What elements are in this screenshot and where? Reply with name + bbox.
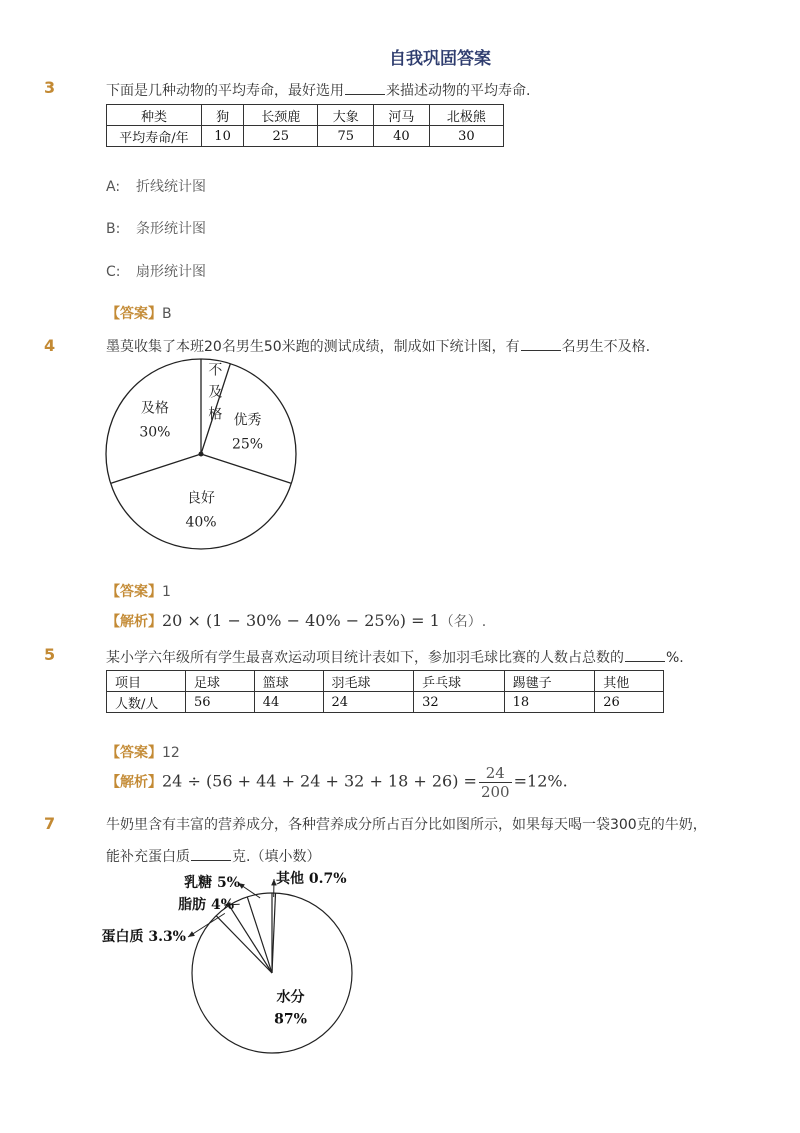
fat-label: 脂肪 4%: [178, 897, 234, 913]
table-cell: 25: [244, 126, 318, 147]
question-7-line-1: 牛奶里含有丰富的营养成分，各种营养成分所占百分比如图所示，如果每天喝一袋300克的牛奶，: [106, 817, 707, 833]
question-5-analysis: [106, 764, 568, 801]
table-row: [107, 105, 504, 126]
table-cell: 项目: [107, 671, 186, 692]
analysis-formula-left: 24 ÷ (56 + 44 + 24 + 32 + 18 + 26) =: [162, 771, 477, 791]
fraction-denominator: 200: [480, 783, 510, 801]
table-cell: 人数/人: [107, 692, 186, 713]
question-5-text: [106, 647, 684, 667]
fail-label-char: 及: [208, 384, 223, 401]
lactose-slice-boundary: [247, 897, 272, 973]
question-3-text: [106, 80, 530, 100]
table-cell: 平均寿命/年: [107, 126, 202, 147]
pie-center-dot: [199, 452, 204, 457]
table-cell: 24: [323, 692, 414, 713]
table-cell: 32: [414, 692, 505, 713]
question-3-text-before: 下面是几种动物的平均寿命，最好选用: [106, 83, 344, 99]
answer-value: 1: [162, 584, 171, 600]
answer-value: B: [162, 306, 172, 322]
table-cell: 狗: [202, 105, 244, 126]
protein-label: 蛋白质 3.3%: [101, 929, 186, 945]
question-4-text-before: 墨莫收集了本班20名男生50米跑的测试成绩，制成如下统计图，有: [106, 339, 520, 355]
table-cell: 北极熊: [429, 105, 503, 126]
question-4-text-after: 名男生不及格.: [561, 339, 651, 355]
question-5-answer: [106, 742, 180, 762]
option-c[interactable]: [106, 261, 206, 281]
answer-blank: [521, 338, 561, 351]
protein-slice-boundary: [216, 916, 272, 973]
table-cell: 10: [202, 126, 244, 147]
analysis-tag: 【解析】: [106, 614, 162, 630]
page-title: 自我巩固答案: [389, 49, 491, 69]
table-cell: 40: [374, 126, 430, 147]
table-cell: 56: [186, 692, 255, 713]
option-a[interactable]: [106, 176, 206, 196]
other-label: 其他 0.7%: [276, 871, 347, 887]
fail-label-char: 格: [208, 406, 223, 423]
answer-blank: [625, 649, 665, 662]
question-5-text-before: 某小学六年级所有学生最喜欢运动项目统计表如下，参加羽毛球比赛的人数占总数的: [106, 650, 624, 666]
animal-lifespan-table: [106, 104, 504, 147]
table-cell: 75: [318, 126, 374, 147]
question-7-text-before: 能补充蛋白质: [106, 849, 190, 865]
option-letter: A:: [106, 179, 121, 195]
protein-arrowhead: [188, 931, 195, 937]
question-3-answer: [106, 303, 172, 323]
answer-value: 12: [162, 745, 180, 761]
table-row: [107, 671, 664, 692]
analysis-formula: 20 × (1 − 30% − 40% − 25%) = 1: [162, 611, 440, 630]
question-7-line-2: [106, 846, 320, 866]
table-cell: 种类: [107, 105, 202, 126]
answer-tag: 【答案】: [106, 745, 162, 761]
table-cell: 羽毛球: [323, 671, 414, 692]
good-label: 良好: [187, 490, 215, 507]
answer-tag: 【答案】: [106, 306, 162, 322]
question-number-7: 7: [44, 814, 56, 833]
table-cell: 足球: [186, 671, 255, 692]
answer-tag: 【答案】: [106, 584, 162, 600]
question-4-text: [106, 336, 650, 356]
question-number-3: 3: [44, 78, 56, 97]
question-4-answer: [106, 581, 171, 601]
fat-slice-boundary: [229, 905, 272, 973]
table-cell: 长颈鹿: [244, 105, 318, 126]
question-number-5: 5: [44, 645, 56, 664]
answer-blank: [345, 82, 385, 95]
pass-slice-boundary: [111, 454, 201, 483]
sports-preference-table: [106, 670, 664, 713]
water-label: 水分: [276, 989, 305, 1006]
table-cell: 踢毽子: [504, 671, 595, 692]
question-5-text-after: %.: [666, 650, 684, 666]
water-value: 87%: [274, 1011, 307, 1028]
excellent-value: 25%: [231, 436, 264, 453]
pie-chart-running-scores: [104, 355, 304, 555]
excellent-label: 优秀: [233, 412, 262, 429]
question-4-analysis: [106, 611, 486, 631]
good-value: 40%: [185, 514, 217, 531]
table-row: [107, 126, 504, 147]
protein-pointer: [188, 913, 225, 937]
fail-label-char: 不: [208, 362, 223, 379]
table-row: [107, 692, 664, 713]
analysis-formula-right: =12%.: [513, 771, 568, 791]
option-text: 折线统计图: [136, 179, 206, 195]
question-number-4: 4: [44, 336, 56, 355]
option-letter: C:: [106, 264, 121, 280]
option-b[interactable]: [106, 218, 206, 238]
lactose-label: 乳糖 5%: [184, 875, 240, 891]
question-3-text-after: 来描述动物的平均寿命.: [386, 83, 531, 99]
table-cell: 其他: [595, 671, 664, 692]
table-cell: 大象: [318, 105, 374, 126]
analysis-fraction: [479, 764, 512, 801]
good-slice-boundary: [201, 454, 291, 483]
table-cell: 河马: [374, 105, 430, 126]
option-text: 扇形统计图: [136, 264, 206, 280]
pie-chart-milk-nutrients: [101, 871, 390, 1073]
analysis-tag: 【解析】: [106, 774, 162, 791]
table-cell: 44: [254, 692, 323, 713]
option-letter: B:: [106, 221, 121, 237]
table-cell: 18: [504, 692, 595, 713]
table-cell: 乒乓球: [414, 671, 505, 692]
option-text: 条形统计图: [136, 221, 206, 237]
analysis-unit: （名）.: [439, 614, 487, 630]
pass-label: 及格: [140, 400, 169, 417]
table-cell: 篮球: [254, 671, 323, 692]
fraction-numerator: 24: [479, 764, 512, 783]
question-7-text-after: 克.（填小数）: [232, 849, 321, 865]
table-cell: 30: [429, 126, 503, 147]
answer-blank: [191, 848, 231, 861]
table-cell: 26: [595, 692, 664, 713]
pass-value: 30%: [139, 424, 171, 441]
